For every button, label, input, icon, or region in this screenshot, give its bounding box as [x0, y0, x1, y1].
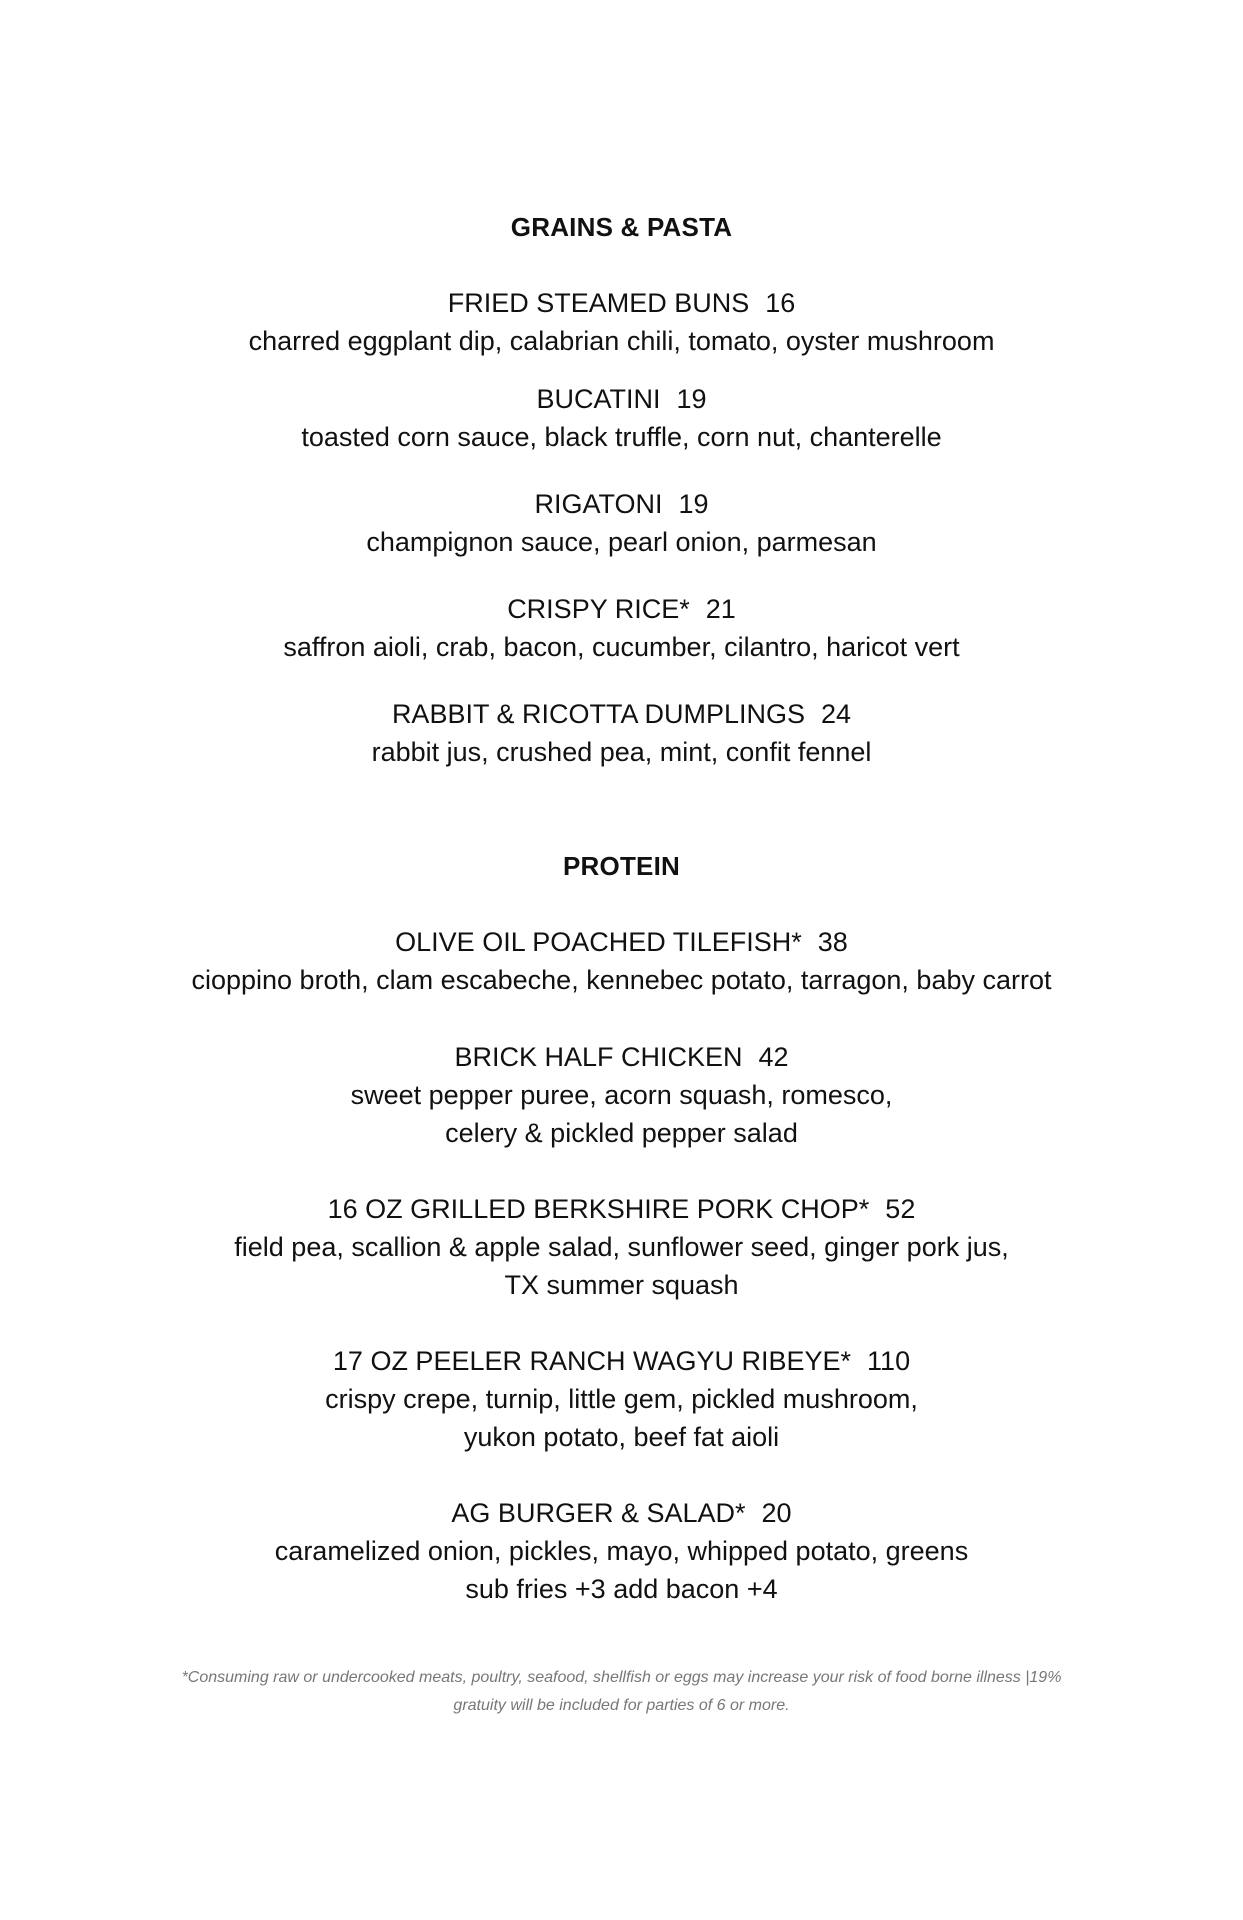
- item-description: charred eggplant dip, calabrian chili, tomato, oyster mushroom: [248, 326, 995, 356]
- item-description: cioppino broth, clam escabeche, kennebec potato, tarragon, baby carrot: [191, 965, 1052, 995]
- item-name: BRICK HALF CHICKEN: [454, 1042, 743, 1072]
- item-price: 19: [678, 489, 709, 519]
- menu-item-ag-burger-salad: [0, 1494, 1243, 1608]
- item-name: AG BURGER & SALAD*: [451, 1498, 746, 1528]
- item-name: CRISPY RICE*: [507, 594, 690, 624]
- item-description: toasted corn sauce, black truffle, corn nut, chanterelle: [301, 422, 942, 452]
- item-description: celery & pickled pepper salad: [445, 1118, 798, 1148]
- footnote-disclaimer: [0, 1664, 1243, 1720]
- menu-item-brick-half-chicken: [0, 1038, 1243, 1152]
- menu-item-bucatini: [0, 380, 1243, 456]
- footnote-line: gratuity will be included for parties of 6 or more.: [453, 1697, 790, 1714]
- menu-item-rigatoni: [0, 485, 1243, 561]
- item-price: 19: [676, 384, 707, 414]
- item-description: saffron aioli, crab, bacon, cucumber, cilantro, haricot vert: [283, 632, 960, 662]
- item-description: sub fries +3 add bacon +4: [465, 1574, 778, 1604]
- item-heading: [0, 1190, 1243, 1228]
- section-title-protein: PROTEIN: [563, 851, 680, 881]
- item-heading: [0, 1038, 1243, 1076]
- item-description: TX summer squash: [504, 1270, 739, 1300]
- menu-item-rabbit-ricotta-dumplings: [0, 695, 1243, 771]
- item-description: yukon potato, beef fat aioli: [463, 1422, 780, 1452]
- item-description: sweet pepper puree, acorn squash, romesco,: [350, 1080, 893, 1110]
- item-description: caramelized onion, pickles, mayo, whipped potato, greens: [274, 1536, 969, 1566]
- item-heading: [0, 590, 1243, 628]
- footnote-line: *Consuming raw or undercooked meats, poultry, seafood, shellfish or eggs may increase your risk of food borne illness |19%: [181, 1669, 1062, 1686]
- item-price: 52: [885, 1194, 916, 1224]
- menu-item-olive-oil-poached-tilefish: [0, 923, 1243, 999]
- item-name: RABBIT & RICOTTA DUMPLINGS: [391, 699, 806, 729]
- item-heading: [0, 695, 1243, 733]
- item-name: FRIED STEAMED BUNS: [447, 288, 750, 318]
- item-heading: [0, 923, 1243, 961]
- item-price: 21: [705, 594, 736, 624]
- item-name: BUCATINI: [536, 384, 661, 414]
- item-price: 16: [765, 288, 796, 318]
- item-price: 20: [761, 1498, 792, 1528]
- item-description: champignon sauce, pearl onion, parmesan: [366, 527, 877, 557]
- item-name: OLIVE OIL POACHED TILEFISH*: [395, 927, 802, 957]
- item-price: 42: [758, 1042, 789, 1072]
- item-description: crispy crepe, turnip, little gem, pickled mushroom,: [325, 1384, 918, 1414]
- item-heading: [0, 485, 1243, 523]
- menu-item-crispy-rice: [0, 590, 1243, 666]
- item-name: 16 OZ GRILLED BERKSHIRE PORK CHOP*: [327, 1194, 870, 1224]
- item-heading: [0, 1342, 1243, 1380]
- item-price: 110: [867, 1346, 911, 1376]
- item-heading: [0, 1494, 1243, 1532]
- item-name: 17 OZ PEELER RANCH WAGYU RIBEYE*: [332, 1346, 852, 1376]
- menu-item-grilled-berkshire-pork-chop: [0, 1190, 1243, 1304]
- item-heading: [0, 284, 1243, 322]
- menu-item-fried-steamed-buns: [0, 284, 1243, 360]
- item-description: field pea, scallion & apple salad, sunflower seed, ginger pork jus,: [234, 1232, 1009, 1262]
- section-title-grains-pasta: GRAINS & PASTA: [510, 212, 733, 242]
- menu-item-peeler-ranch-wagyu-ribeye: [0, 1342, 1243, 1456]
- item-heading: [0, 380, 1243, 418]
- item-price: 38: [817, 927, 848, 957]
- item-description: rabbit jus, crushed pea, mint, confit fennel: [371, 737, 872, 767]
- item-name: RIGATONI: [534, 489, 663, 519]
- item-price: 24: [821, 699, 852, 729]
